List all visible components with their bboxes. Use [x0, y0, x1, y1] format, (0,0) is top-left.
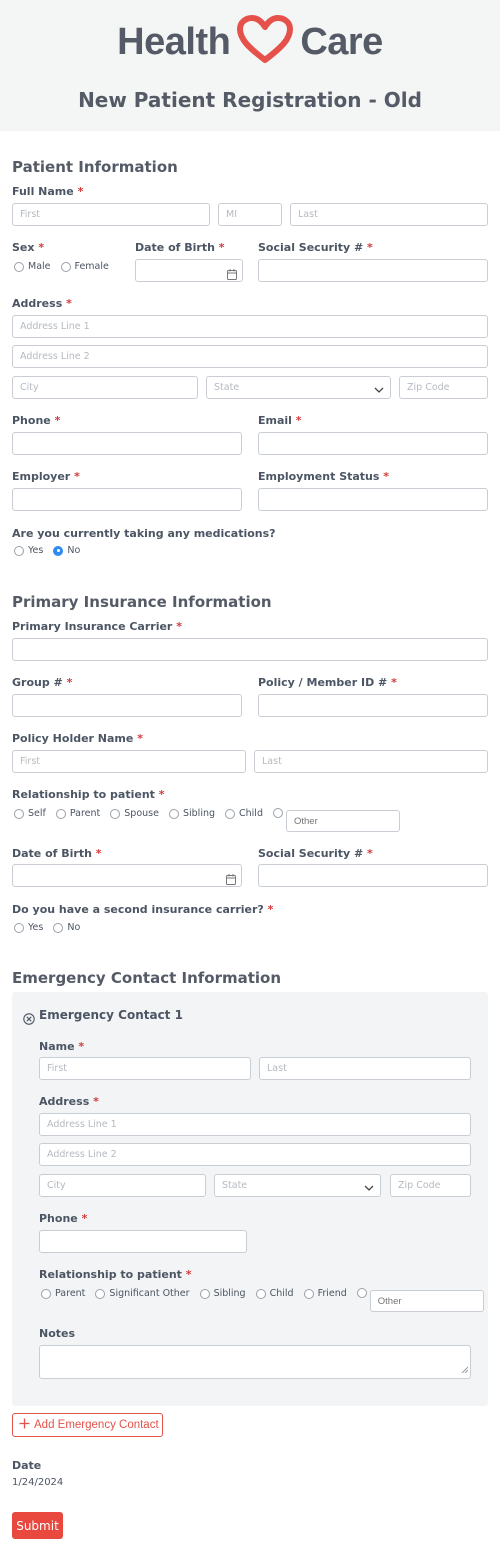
radio-button[interactable]	[41, 1289, 51, 1299]
employer-input[interactable]	[12, 488, 242, 511]
radio-label: Child	[239, 808, 263, 819]
relationship-option-self[interactable]	[14, 808, 46, 819]
ec-relationship-option-friend[interactable]	[304, 1288, 347, 1299]
medications-label: Are you currently taking any medications?	[12, 527, 276, 540]
group-label: Group # *	[12, 676, 73, 689]
ec-address-label: Address *	[39, 1095, 99, 1108]
radio-button[interactable]	[56, 809, 66, 819]
resize-handle-icon[interactable]	[461, 1358, 468, 1377]
middle-initial-input[interactable]	[218, 203, 282, 226]
relationship-option-child[interactable]	[225, 808, 263, 819]
form-title: New Patient Registration - Old	[78, 88, 422, 112]
insurance-dob-input[interactable]	[12, 864, 242, 887]
emergency-contact-card	[12, 992, 488, 1406]
medications-radio-group	[14, 545, 90, 556]
ssn-label: Social Security # *	[258, 241, 373, 254]
date-label: Date	[12, 1459, 42, 1472]
radio-label: No	[67, 922, 81, 933]
relationship-other-input[interactable]	[286, 810, 400, 832]
radio-label: No	[67, 545, 81, 556]
radio-button[interactable]	[273, 808, 283, 818]
radio-button[interactable]	[95, 1289, 105, 1299]
ec-city-input[interactable]	[39, 1174, 206, 1197]
dob-label: Date of Birth *	[135, 241, 225, 254]
zip-input[interactable]	[399, 376, 488, 399]
submit-button[interactable]: Submit	[12, 1512, 63, 1539]
ec-relationship-option-other[interactable]	[357, 1286, 484, 1312]
medications-option-yes[interactable]	[14, 545, 43, 556]
radio-label: Female	[74, 261, 109, 272]
radio-button[interactable]	[14, 262, 24, 272]
radio-button[interactable]	[225, 809, 235, 819]
radio-label: Sibling	[182, 808, 216, 819]
full-name-label: Full Name *	[12, 185, 84, 198]
ec-relationship-other-input[interactable]	[370, 1290, 484, 1312]
employment-status-label: Employment Status *	[258, 470, 390, 483]
ec-phone-input[interactable]	[39, 1230, 247, 1253]
radio-button[interactable]	[256, 1289, 266, 1299]
relationship-option-spouse[interactable]	[110, 808, 159, 819]
holder-first-input[interactable]	[12, 750, 246, 773]
ec-relationship-option-parent[interactable]	[41, 1288, 85, 1299]
state-select[interactable]	[206, 376, 391, 399]
section-title-emergency: Emergency Contact Information	[12, 969, 282, 987]
policy-input[interactable]	[258, 694, 488, 717]
insurance-relationship-radio-group	[14, 806, 400, 832]
radio-label: Self	[28, 808, 46, 819]
ec-relationship-option-significant-other[interactable]	[95, 1288, 189, 1299]
phone-input[interactable]	[12, 432, 242, 455]
city-input[interactable]	[12, 376, 198, 399]
add-emergency-contact-button[interactable]	[12, 1413, 163, 1437]
carrier-label: Primary Insurance Carrier *	[12, 620, 182, 633]
radio-button[interactable]	[14, 923, 24, 933]
radio-label: Sibling	[213, 1288, 246, 1299]
heart-icon	[236, 15, 294, 69]
radio-button[interactable]	[53, 923, 63, 933]
radio-button[interactable]	[169, 809, 179, 819]
ec-name-label: Name *	[39, 1040, 85, 1053]
insurance-ssn-input[interactable]	[258, 864, 488, 887]
chevron-down-icon	[374, 382, 384, 403]
ec-phone-label: Phone *	[39, 1212, 88, 1225]
ec-last-name-input[interactable]	[259, 1057, 471, 1080]
radio-button[interactable]	[61, 262, 71, 272]
ec-relationship-radio-group	[41, 1286, 484, 1312]
radio-button[interactable]	[357, 1288, 367, 1298]
calendar-icon[interactable]	[226, 870, 236, 889]
radio-label: Significant Other	[109, 1288, 190, 1299]
radio-label: Child	[269, 1288, 294, 1299]
plus-icon	[19, 1418, 30, 1432]
radio-button[interactable]	[14, 809, 24, 819]
phone-label: Phone *	[12, 414, 61, 427]
radio-label: Friend	[317, 1288, 347, 1299]
holder-name-label: Policy Holder Name *	[12, 732, 143, 745]
radio-button[interactable]	[110, 809, 120, 819]
radio-button-selected[interactable]	[53, 546, 63, 556]
ec-state-select[interactable]	[214, 1174, 381, 1197]
ec-first-name-input[interactable]	[39, 1057, 251, 1080]
first-name-input[interactable]	[12, 203, 210, 226]
ec-state-select-value: State	[222, 1180, 248, 1191]
second-carrier-radio-group	[14, 922, 90, 933]
state-select-value: State	[214, 382, 240, 393]
logo	[0, 14, 500, 70]
sex-option-male[interactable]	[14, 261, 51, 272]
email-label: Email *	[258, 414, 302, 427]
ec-relationship-option-child[interactable]	[256, 1288, 294, 1299]
relationship-option-sibling[interactable]	[169, 808, 215, 819]
dob-input[interactable]	[135, 259, 243, 282]
employment-status-input[interactable]	[258, 488, 488, 511]
carrier-input[interactable]	[12, 638, 488, 661]
sex-option-female[interactable]	[61, 261, 109, 272]
ssn-input[interactable]	[258, 259, 488, 282]
ec-relationship-label: Relationship to patient *	[39, 1268, 192, 1281]
ec-relationship-option-sibling[interactable]	[200, 1288, 246, 1299]
radio-label: Yes	[28, 545, 44, 556]
radio-button[interactable]	[304, 1289, 314, 1299]
calendar-icon[interactable]	[227, 265, 237, 284]
insurance-relationship-label: Relationship to patient *	[12, 788, 165, 801]
logo-word-left: Health	[117, 20, 231, 63]
ec-zip-input[interactable]	[390, 1174, 471, 1197]
email-input[interactable]	[258, 432, 488, 455]
relationship-option-parent[interactable]	[56, 808, 100, 819]
second-carrier-option-yes[interactable]	[14, 922, 43, 933]
sex-label: Sex *	[12, 241, 45, 254]
relationship-option-other[interactable]	[273, 806, 400, 832]
last-name-input[interactable]	[290, 203, 488, 226]
radio-label: Parent	[55, 1288, 86, 1299]
ec-address-line-1-input[interactable]	[39, 1113, 471, 1136]
second-carrier-label: Do you have a second insurance carrier? *	[12, 903, 274, 916]
medications-option-no[interactable]	[53, 545, 80, 556]
address-line-2-input[interactable]	[12, 345, 488, 368]
radio-label: Spouse	[124, 808, 159, 819]
address-line-1-input[interactable]	[12, 315, 488, 338]
radio-label: Yes	[28, 922, 44, 933]
close-circle-icon[interactable]	[23, 1010, 35, 1029]
group-input[interactable]	[12, 694, 242, 717]
emergency-contact-title: Emergency Contact 1	[39, 1008, 183, 1022]
section-title-patient: Patient Information	[12, 158, 178, 176]
radio-label: Parent	[69, 808, 101, 819]
logo-word-right: Care	[300, 20, 383, 63]
sex-radio-group	[14, 261, 119, 272]
ec-notes-label: Notes	[39, 1327, 76, 1340]
radio-button[interactable]	[14, 546, 24, 556]
second-carrier-option-no[interactable]	[53, 922, 80, 933]
section-title-insurance: Primary Insurance Information	[12, 593, 272, 611]
ec-address-line-2-input[interactable]	[39, 1143, 471, 1166]
employer-label: Employer *	[12, 470, 80, 483]
add-emergency-contact-label: Add Emergency Contact	[34, 1419, 159, 1431]
ec-notes-textarea[interactable]	[39, 1345, 471, 1379]
date-value: 1/24/2024	[12, 1477, 64, 1488]
policy-label: Policy / Member ID # *	[258, 676, 397, 689]
holder-last-input[interactable]	[254, 750, 488, 773]
insurance-dob-label: Date of Birth *	[12, 847, 102, 860]
radio-label: Male	[28, 261, 51, 272]
address-label: Address *	[12, 297, 72, 310]
radio-button[interactable]	[200, 1289, 210, 1299]
chevron-down-icon	[364, 1180, 374, 1201]
insurance-ssn-label: Social Security # *	[258, 847, 373, 860]
